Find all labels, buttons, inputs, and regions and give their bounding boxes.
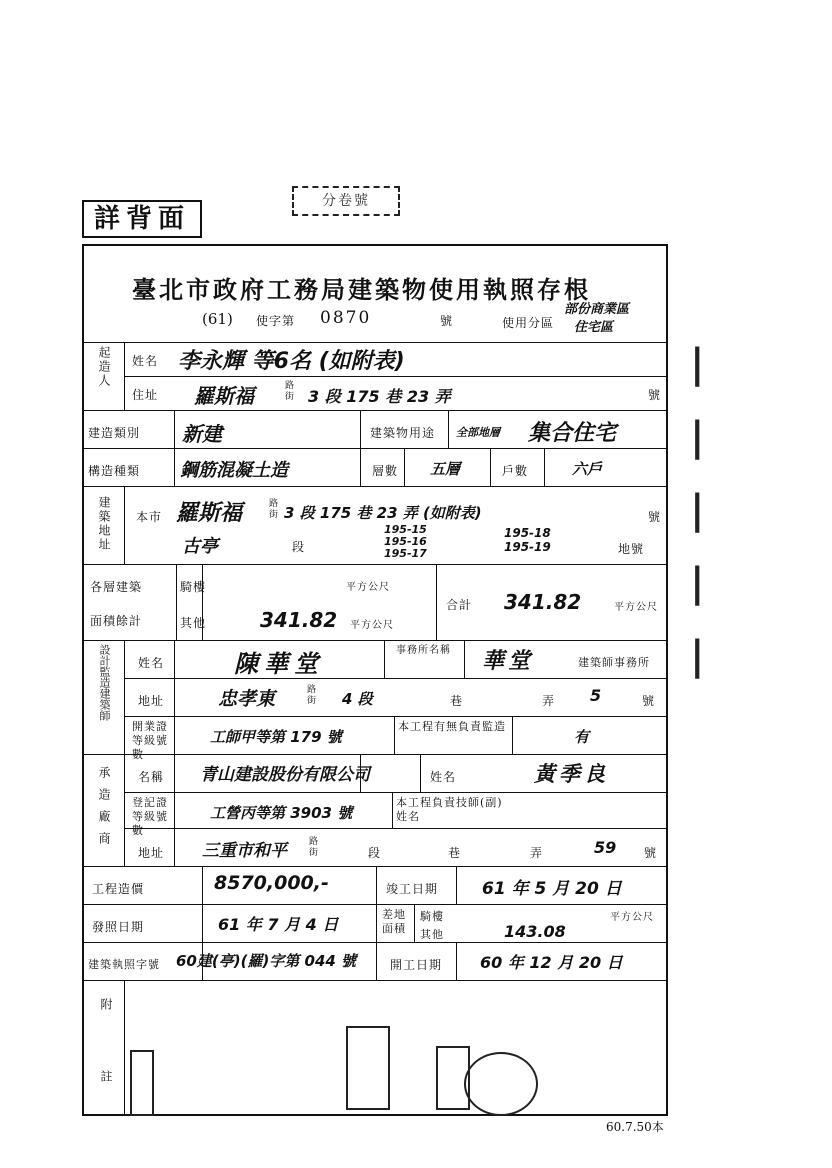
building-use-value: 集合住宅 — [528, 421, 617, 446]
contractor-addr-alley: 弄 — [530, 846, 544, 860]
section-tag: 詳背面 — [82, 200, 202, 238]
architect-addr-label: 地址 — [138, 694, 165, 708]
diff-arcade-label: 騎樓 — [420, 910, 444, 923]
contractor-addr-lane: 巷 — [448, 846, 462, 860]
applicant-addr-label: 住址 — [132, 388, 159, 402]
cost-value: 8570,000,- — [214, 872, 329, 894]
contractor-tech-label: 本工程負責技師(副)姓名 — [396, 796, 503, 823]
area-arcade-unit: 平方公尺 — [346, 582, 390, 593]
top-stamp: 分卷號 — [292, 186, 400, 216]
site-line2-end: 地號 — [618, 542, 645, 556]
contractor-group-label: 承造廠商 — [97, 766, 111, 854]
applicant-name-value: 李永輝 等6名 (如附表) — [178, 349, 405, 374]
contractor-name-label: 名稱 — [138, 770, 165, 784]
site-road-suffix: 路街 — [267, 498, 277, 520]
building-use-label: 建築物用途 — [370, 426, 436, 440]
area-other-label: 其他 — [180, 616, 207, 630]
complete-value: 61 年 5 月 20 日 — [482, 879, 622, 899]
applicant-addr-end: 號 — [648, 388, 662, 402]
area-label-1: 各層建築 — [90, 580, 143, 594]
diff-value: 143.08 — [504, 922, 566, 941]
area-total-value: 341.82 — [504, 590, 582, 614]
floors-label: 層數 — [372, 464, 399, 478]
architect-addr-value: 忠孝東 — [218, 688, 276, 710]
architect-addr-section: 4 段 — [342, 690, 373, 708]
applicant-name-label: 姓名 — [132, 354, 159, 368]
site-city-label: 本市 — [136, 510, 163, 524]
architect-reg-value: 工師甲等第 179 號 — [210, 728, 342, 746]
diff-unit: 平方公尺 — [610, 912, 654, 923]
architect-office-label: 事務所名稱 — [396, 645, 451, 656]
area-arcade-label: 騎樓 — [180, 580, 207, 594]
contractor-person-label: 姓名 — [430, 770, 457, 784]
architect-name-value: 陳華堂 — [234, 650, 324, 678]
architect-supervise-label: 本工程有無負責監造 — [398, 720, 506, 733]
architect-addr-suffix: 路街 — [305, 684, 315, 706]
architect-addr-end: 號 — [642, 694, 656, 708]
architect-group-label: 設計監造建築師 — [98, 644, 111, 721]
start-value: 60 年 12 月 20 日 — [480, 953, 623, 972]
footer-code: 60.7.50本 — [606, 1120, 664, 1134]
applicant-addr-road: 羅斯福 — [194, 384, 254, 408]
contractor-addr-section: 段 — [368, 846, 382, 860]
issue-label: 發照日期 — [92, 920, 145, 934]
notes-label: 附註 — [99, 998, 113, 1142]
build-type-label: 建造類別 — [88, 426, 141, 440]
form-title: 臺北市政府工務局建築物使用執照存根 — [132, 275, 591, 304]
contractor-person-value: 黃季良 — [534, 762, 609, 786]
zone-label: 使用分區 — [502, 316, 555, 330]
permit-year: (61) — [202, 310, 233, 328]
permit-prefix: 使字第 — [256, 314, 296, 328]
area-label-2: 面積餘計 — [90, 614, 143, 628]
permit-suffix: 號 — [440, 314, 454, 328]
site-lots-a: 195-15 195-16 195-17 — [384, 523, 427, 560]
contractor-name-value: 青山建設股份有限公司 — [200, 765, 370, 785]
site-line1: 3 段 175 巷 23 弄 (如附表) — [284, 504, 482, 522]
site-district: 古亭 — [182, 536, 218, 557]
seal-square-1 — [130, 1050, 154, 1116]
structure-value: 鋼筋混凝土造 — [180, 460, 288, 481]
zone-value-2: 住宅區 — [574, 320, 614, 335]
architect-office-suffix: 建築師事務所 — [578, 656, 650, 669]
site-road: 羅斯福 — [176, 501, 243, 526]
permit-no-value: 60建(亭)(羅)字第 044 號 — [176, 952, 357, 970]
architect-addr-no: 5 — [590, 686, 602, 705]
architect-supervise-value: 有 — [574, 728, 590, 746]
architect-addr-lane: 巷 — [450, 694, 464, 708]
diff-other-label: 其他 — [420, 928, 444, 941]
applicant-addr-rest: 3 段 175 巷 23 弄 — [308, 387, 451, 406]
diff-label: 差地面積 — [382, 908, 406, 935]
build-type-value: 新建 — [182, 422, 222, 446]
contractor-addr-label: 地址 — [138, 846, 165, 860]
applicant-group-label: 起造人 — [97, 346, 111, 388]
area-total-label: 合計 — [446, 598, 473, 612]
applicant-addr-road-suffix: 路街 — [283, 380, 293, 402]
architect-name-label: 姓名 — [138, 656, 165, 670]
permit-no-label: 建築執照字號 — [88, 958, 160, 971]
building-use-prefix: 全部地層 — [456, 426, 500, 439]
contractor-reg-label: 登記證等級號數 — [132, 796, 168, 837]
area-other-unit: 平方公尺 — [350, 620, 394, 631]
zone-value-1: 部份商業區 — [564, 302, 630, 317]
site-district-suffix: 段 — [292, 540, 306, 554]
complete-label: 竣工日期 — [386, 882, 439, 896]
seal-square-2 — [346, 1026, 390, 1110]
contractor-addr-suffix: 路街 — [307, 836, 317, 858]
area-total-unit: 平方公尺 — [614, 602, 658, 613]
site-group-label: 建築地址 — [97, 496, 111, 552]
start-label: 開工日期 — [390, 958, 443, 972]
units-value: 六戶 — [572, 460, 603, 478]
site-lots-b: 195-18 195-19 — [504, 526, 551, 554]
contractor-addr-value: 三重市和平 — [202, 841, 287, 861]
seal-round — [464, 1052, 538, 1116]
structure-label: 構造種類 — [88, 464, 141, 478]
right-margin-marks: | | | | | — [690, 340, 705, 679]
architect-office-value: 華堂 — [482, 649, 535, 674]
contractor-reg-value: 工營丙等第 3903 號 — [210, 804, 353, 822]
architect-addr-alley: 弄 — [542, 694, 556, 708]
site-line1-end: 號 — [648, 510, 662, 524]
architect-reg-label: 開業證等級號數 — [132, 720, 168, 761]
contractor-addr-end: 號 — [644, 846, 658, 860]
floors-value: 五層 — [430, 460, 461, 478]
permit-number: 0870 — [320, 308, 372, 328]
cost-label: 工程造價 — [92, 882, 145, 896]
units-label: 戶數 — [502, 464, 529, 478]
area-other-value: 341.82 — [260, 608, 338, 632]
contractor-addr-no: 59 — [594, 838, 617, 857]
issue-value: 61 年 7 月 4 日 — [218, 915, 339, 934]
